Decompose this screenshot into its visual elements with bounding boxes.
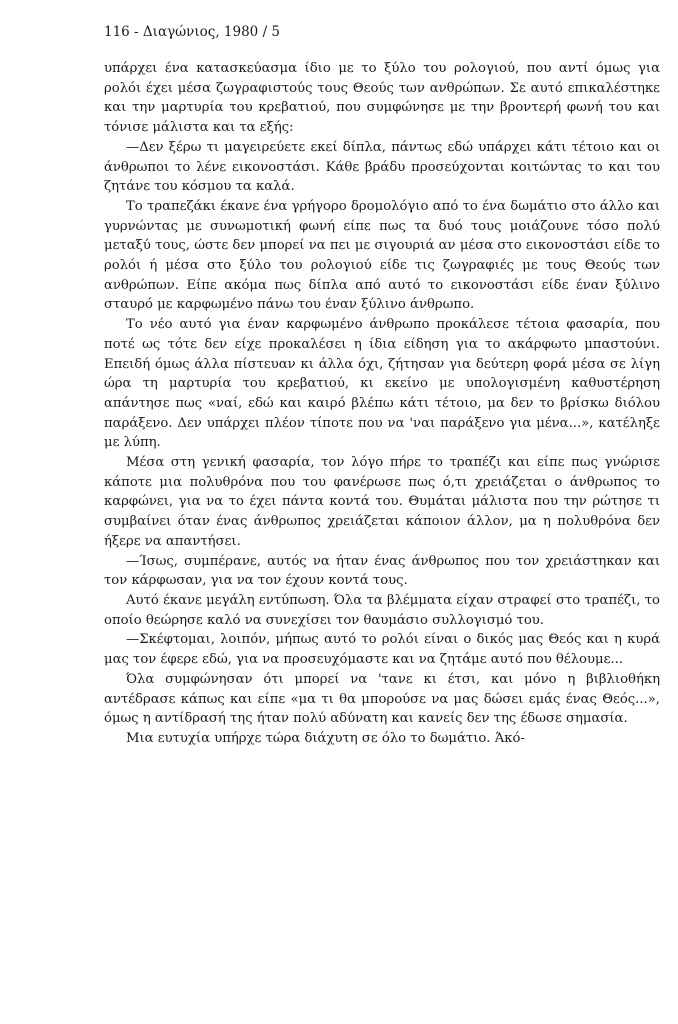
body-text: [104, 59, 660, 749]
page: [104, 22, 660, 749]
paragraph: Το νέο αυτό για έναν καρφωμένο άνθρωπο προκάλεσε τέτοια φασαρία, που ποτέ ως τότε δεν είχε προκαλέσει η ίδια είδηση για το ακάρφωτο μπαστούνι. Επειδή όμως άλλα πίστευαν κι άλλα όχι, ζήτησαν για δεύτερη φορά μέσα σε λίγη ώρα τη μαρτυρία του κρεβατιού, κι εκείνο με υπολογισμένη καθυστέρηση απάντησε πως «ναί, εδώ και καιρό βλέπω κάτι τέτοιο, μα δεν το βρίσκω διόλου παράξενο. Δεν υπάρχει πλέον τίποτε που να 'ναι παράξενο για μένα...», κατέληξε με λύπη.: [104, 317, 660, 451]
paragraph: —Δεν ξέρω τι μαγειρεύετε εκεί δίπλα, πάντως εδώ υπάρχει κάτι τέτοιο και οι άνθρωποι το λένε εικονοστάσι. Κάθε βράδυ προσεύχονται κοιτώντας το και του ζητάνε του κόσμου τα καλά.: [104, 139, 660, 195]
running-header: 116 - Διαγώνιος, 1980 / 5: [104, 24, 280, 40]
paragraph: Το τραπεζάκι έκανε ένα γρήγορο δρομολόγιο από το ένα δωμάτιο στο άλλο και γυρνώντας με συνωμοτική φωνή είπε πως τα δυό τους μοιάζουνε τόσο πολύ μεταξύ τους, ώστε δεν μπορεί να πει με σιγουριά αν μέσα στο εικονοστάσι είδε το ρολόι ή μέσα στο ξύλο του ρολογιού είδε τις ζωγραφιές με τους Θεούς των ανθρώπων. Είπε ακόμα πως δίπλα από αυτό το εικονοστάσι είδε έναν ξύλινο σταυρό με καρφωμένο πάνω του έναν ξύλινο άνθρωπο.: [104, 198, 660, 313]
paragraph: Μέσα στη γενική φασαρία, τον λόγο πήρε το τραπέζι και είπε πως γνώρισε κάποτε μια πολυθρόνα που του φανέρωσε πως ό,τι χρειάζεται ο άνθρωπος το καρφώνει, για να το έχει πάντα κοντά του. Θυμάται μάλιστα που την ρώτησε τι συμβαίνει όταν ένας άνθρωπος χρειάζεται κάποιον άλλον, μα η πολυθρόνα δεν ήξερε να απαντήσει.: [104, 455, 660, 549]
paragraph: Όλα συμφώνησαν ότι μπορεί να 'τανε κι έτσι, και μόνο η βιβλιοθήκη αντέδρασε κάπως και είπε «μα τι θα μπορούσε να μας δώσει εμάς ένας Θεός...», όμως η αντίδρασή της ήταν πολύ αδύνατη και κανείς δεν της έδωσε σημασία.: [104, 671, 660, 727]
paragraph: —Σκέφτομαι, λοιπόν, μήπως αυτό το ρολόι είναι ο δικός μας Θεός και η κυρά μας τον έφερε εδώ, για να προσευχόμαστε και να ζητάμε αυτό που θέλουμε...: [104, 632, 660, 668]
paragraph: Μια ευτυχία υπήρχε τώρα διάχυτη σε όλο το δωμάτιο. Άκό-: [126, 730, 525, 746]
paragraph: —Ίσως, συμπέρανε, αυτός να ήταν ένας άνθρωπος που τον χρειάστηκαν και τον κάρφωσαν, για να τον έχουν κοντά τους.: [104, 553, 660, 589]
paragraph: Αυτό έκανε μεγάλη εντύπωση. Όλα τα βλέμματα είχαν στραφεί στο τραπέζι, το οποίο θεώρησε καλό να συνεχίσει τον θαυμάσιο συλλογισμό του.: [104, 592, 660, 628]
paragraph: υπάρχει ένα κατασκεύασμα ίδιο με το ξύλο του ρολογιού, που αντί όμως για ρολόι έχει μέσα ζωγραφιστούς τους Θεούς των ανθρώπων. Σε αυτό επικαλέστηκε και την μαρτυρία του κρεβατιού, που συμφώνησε με την βροντερή φωνή του και τόνισε μάλιστα και τα εξής:: [104, 61, 660, 136]
